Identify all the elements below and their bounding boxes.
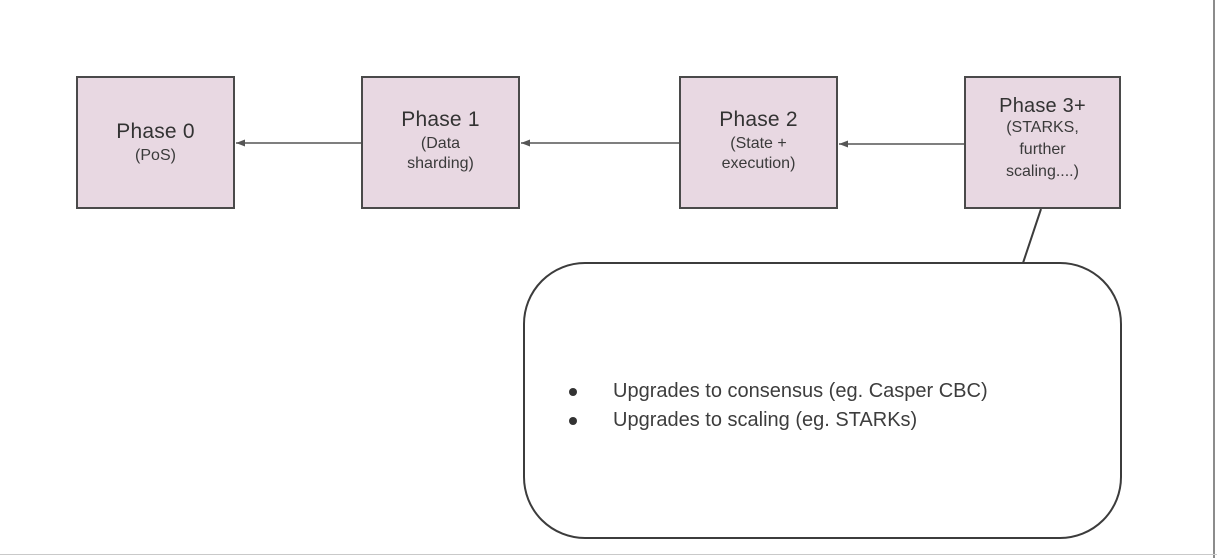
phase-2-subtitle: (State + execution) bbox=[721, 135, 796, 172]
phase-1-title: Phase 1 bbox=[401, 108, 480, 131]
phase-box-3 bbox=[964, 76, 1121, 209]
bullet-icon bbox=[569, 388, 577, 396]
callout-item bbox=[565, 377, 988, 406]
phase-box-0 bbox=[76, 76, 235, 209]
callout-item-text: Upgrades to consensus (eg. Casper CBC) bbox=[613, 380, 988, 402]
phase-box-2 bbox=[679, 76, 838, 209]
callout-connector-line bbox=[1023, 209, 1041, 263]
phase-2-title: Phase 2 bbox=[719, 108, 798, 131]
bullet-icon bbox=[569, 417, 577, 425]
phase-0-title: Phase 0 bbox=[116, 120, 195, 143]
phase-box-1 bbox=[361, 76, 520, 209]
phase-3-callout bbox=[523, 262, 1122, 539]
phase-3-subtitle: (STARKS, further scaling....) bbox=[1006, 119, 1079, 180]
phase-0-subtitle: (PoS) bbox=[135, 147, 176, 164]
phase-1-subtitle: (Data sharding) bbox=[407, 135, 474, 172]
callout-list bbox=[565, 377, 988, 435]
callout-item bbox=[565, 406, 988, 435]
callout-item-text: Upgrades to scaling (eg. STARKs) bbox=[613, 409, 918, 431]
phase-3-title: Phase 3+ bbox=[999, 95, 1086, 117]
